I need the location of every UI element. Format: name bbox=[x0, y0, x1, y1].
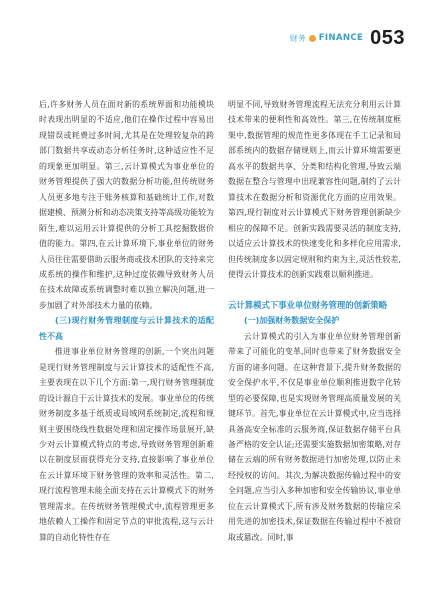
section-label-cn: 财务 bbox=[289, 33, 306, 43]
right-column bbox=[228, 97, 401, 545]
page-number: 053 bbox=[370, 26, 405, 49]
section-heading: (三)现行财务管理制度与云计算技术的适配性不高 bbox=[39, 316, 214, 341]
body-paragraph: 推进事业单位财务管理的创新,一个突出问题是现行财务管理制度与云计算技术的适配性不高,主要表现在以下几个方面:第一,现行财务管理制度的设计源自于云计算技术的发展。事业单位的传统财务制度多基于纸质或局域网系统制定,流程和规则主要围绕线性数据处理和固定操作场景展开,缺少对云计算模式特点的考虑,导致财务管理创新难以在制度层面获得充分支持,直接影响了事业单位在云计算环境下财务管理的效率和灵活性。第二,现行流程管理未能全面支持在云计算模式下的财务管理需求。在传统财务管理模式中,流程管理更多地依赖人工操作和固定节点的审批流程,这与云计算的自动化特性存在 bbox=[39, 347, 214, 542]
chapter-heading: 云计算模式下事业单位财务管理的创新策略 bbox=[228, 299, 388, 310]
spacer bbox=[228, 282, 401, 297]
subsection-heading: (一)加强财务数据安全保护 bbox=[244, 316, 340, 326]
body-paragraph: 云计算模式的引入为事业单位财务管理创新带来了可能化的变革,同时也带来了财务数据安全方面的诸多问题。在这种背景下,提升财务数据的安全保护水平,不仅是事业单位顺利推进数字化转型的必要保障,也是实现财务管理高质量发展的关键环节。首先,事业单位在云计算模式中,应当选择具备高安全标准的云服务商,保证数据存储平台具备严格的安全认证;还需要实施数据加密策略,对存储在云端的所有财务数据进行加密处理,以防止未经授权的访问。其次,为解决数据传输过程中的安全问题,应当引入多种加密和安全传输协议,事业单位在云计算模式下,所有涉及财务数据的传输应采用先进的加密技术,保证数据在传输过程中不被窃取或篡改。同时,事 bbox=[228, 331, 401, 542]
page-header bbox=[290, 26, 405, 50]
section-label-en: FINANCE bbox=[318, 33, 364, 43]
body-paragraph: 后,许多财务人员在面对新的系统界面和功能模块时表现出明显的不适应,他们在操作过程中容易出现错误或耗费过多时间,尤其是在处理较复杂的跨部门数据共享或动态分析任务时,这种适应性不足的现象更加明显。第三,云计算模式为事业单位的财务管理提供了强大的数据分析功能,但传统财务人员更多地专注于账务核算和基础统计工作,对数据建模、预测分析和动态决策支持等高级功能较为陌生,难以运用云计算提供的分析工具挖掘数据价值的能力。第四,在云计算环境下,事业单位的财务人员往往需要借助云服务商或技术团队的支持来完成系统的操作和维护,这种过度依赖导致财务人员在技术故障或系统调整时难以独立解决问题,进一步加剧了对外部技术力量的依赖。 bbox=[39, 100, 214, 310]
left-column bbox=[39, 97, 214, 545]
bullet-dot-icon bbox=[309, 35, 316, 42]
body-paragraph: 明显不同,导致财务管理流程无法充分利用云计算技术带来的便利性和高效性。第三,在传统制度框架中,数据管理的规范性更多体现在手工记录和局部系统内的数据存储规则上,而云计算环境需要更高水平的数据共享、分类和结构化管理,导致云端数据在整合与管理中出现兼容性问题,制约了云计算技术在数据分析和资源优化方面的应用效果。第四,现行制度对云计算模式下财务管理创新缺少相应的保障不足。创新实践需要灵活的制度支持,以适应云计算技术的快速变化和多样化应用需求,但传统制度多以固定规则和约束为主,灵活性较差,使得云计算技术的创新实践难以顺利推进。 bbox=[228, 100, 401, 279]
